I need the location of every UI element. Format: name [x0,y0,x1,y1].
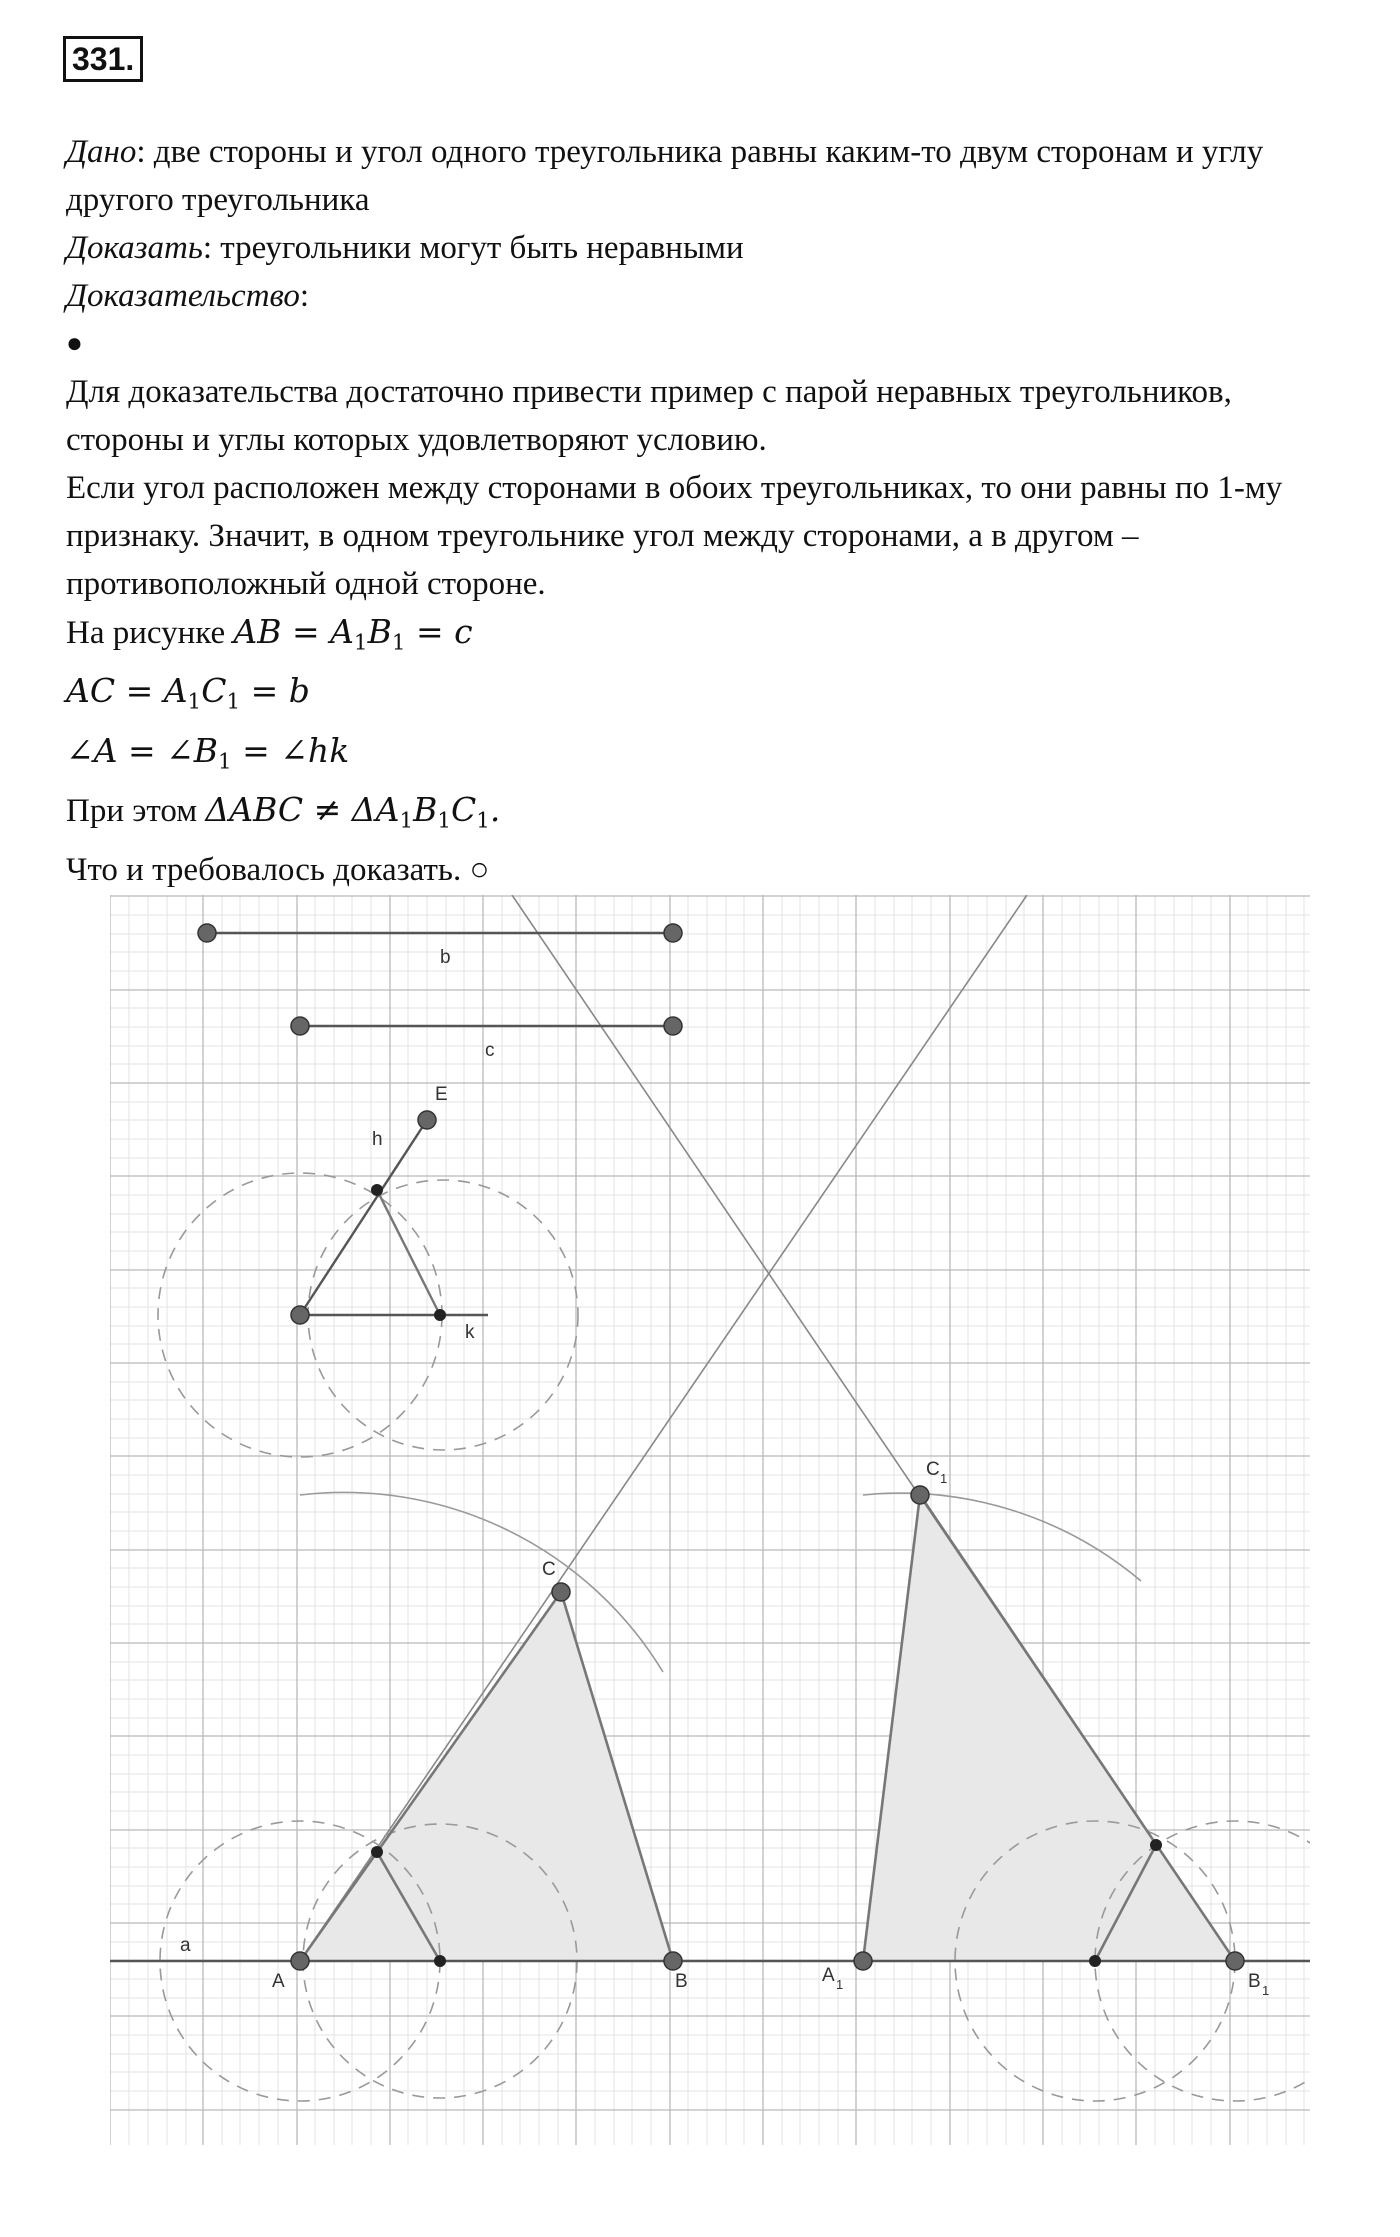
prove-label: Доказать [66,230,203,266]
label-A1: A [822,1965,835,1986]
prove-line [66,224,1376,272]
paragraph-line: Для доказательства достаточно привести пример с парой неравных треугольников, [66,374,1232,410]
label-C: C [542,1559,556,1580]
equation-ab: На рисунке AB = $A_1B_1 = c$ [66,612,473,656]
problem-number: 331. [63,36,143,82]
given-text: : две стороны и угол одного треугольника равны каким-то двум сторонам и углу [136,134,1264,170]
label-B: B [675,1971,688,1992]
paragraph-line: признаку. Значит, в одном треугольнике угол между сторонами, а в другом – [66,518,1139,554]
proof-label: Доказательство [66,278,300,314]
bullet-marker: ● [66,328,83,359]
equation-ac: AC = $A_1C_1 = b$ [66,671,310,715]
label-C1: C [926,1459,940,1480]
prove-text: : треугольники могут быть неравными [202,230,744,266]
label-B1: B [1248,1971,1261,1992]
label-A: A [272,1971,285,1992]
given-line [66,128,1376,176]
paragraph-line: Если угол расположен между сторонами в обоих треугольниках, то они равны по 1-му [66,470,1283,506]
label-h: h [372,1129,383,1150]
proof-line [66,272,1376,320]
label-c: c [485,1040,495,1061]
label-A1-sub: 1 [836,1977,844,1992]
triangle-a1b1c1 [863,1495,1235,1961]
arc-radius-b-a [300,1492,663,1672]
solution-text [66,128,1376,894]
equation-angle: ∠A = $\angle B_1$ = ∠hk [66,730,350,775]
given-label: Дано [66,134,137,170]
given-line-2: другого треугольника [66,182,370,218]
equation-triangles: При этом $\Delta ABC \ne \Delta A_1B_1C_1$. [66,790,501,834]
label-a: a [180,1935,191,1956]
paragraph-line: стороны и углы которых удовлетворяют условию. [66,422,767,458]
label-k: k [465,1322,475,1343]
proof-colon: : [299,278,310,314]
paragraph-line: противоположный одной стороне. [66,566,546,602]
label-b: b [440,947,451,968]
label-B1-sub: 1 [1262,1983,1270,1998]
geometry-figure [110,895,1310,2145]
label-e: E [435,1084,448,1105]
conclusion-line: Что и требовалось доказать. ○ [66,851,490,888]
label-C1-sub: 1 [940,1471,948,1486]
